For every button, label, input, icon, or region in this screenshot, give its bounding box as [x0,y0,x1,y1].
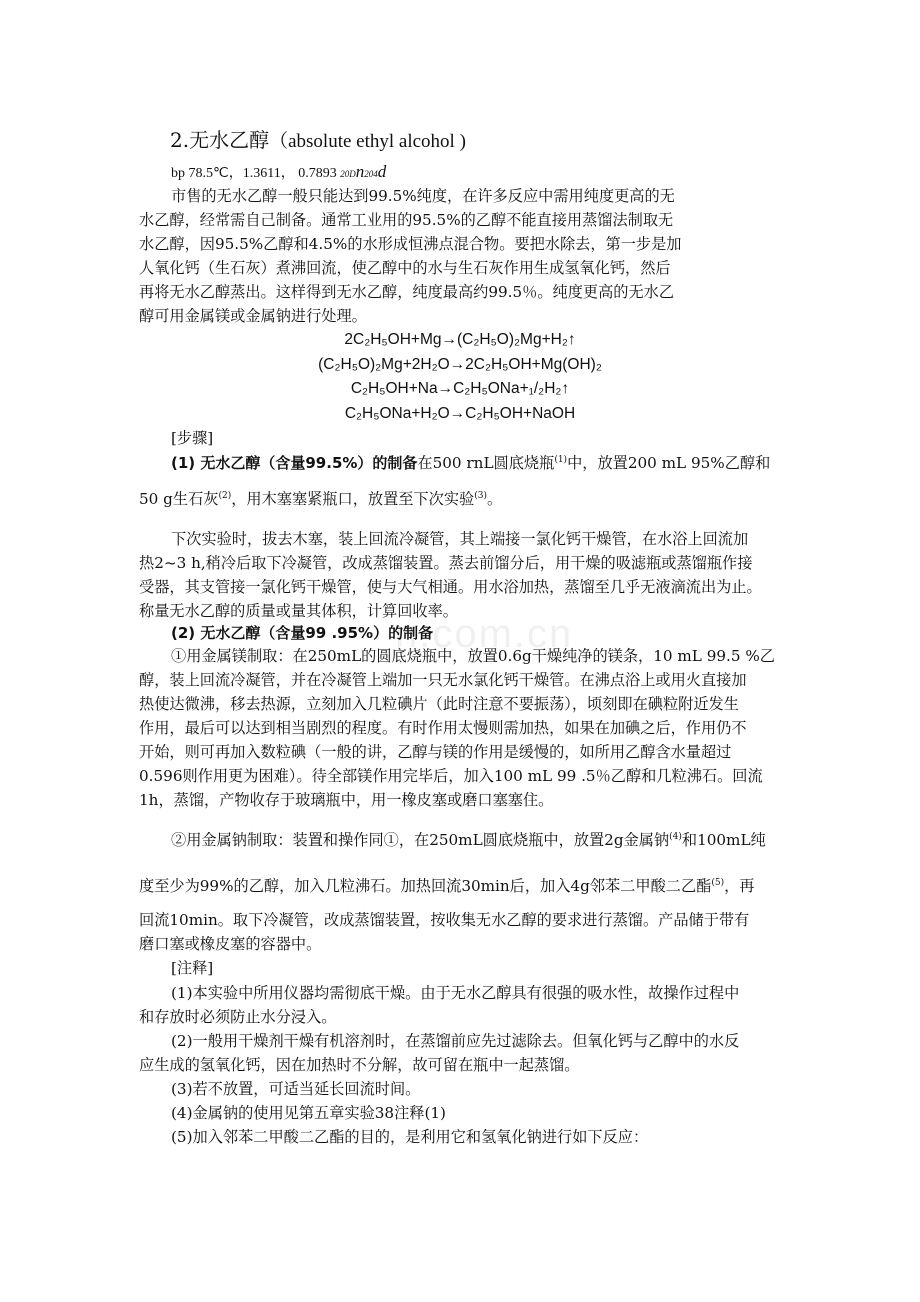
title-number: 2. [170,128,190,152]
equation: C₂H₅OH+Na→C₂H₅ONa+₁/₂H₂↑ [350,380,570,397]
step2-sodium-line: 回流10min。取下冷凝管，改成蒸馏装置，按收集无水乙醇的要求进行蒸馏。产品储于带有 [139,911,750,929]
note-line: (3)若不放置，可适当延长回流时间。 [171,1080,421,1098]
step2-para-line: 醇，装上回流冷凝管，并在冷凝管上端加一只无水氯化钙干燥管。在沸点浴上或用火直接加 [139,671,747,689]
title-zh: 无水乙醇 [189,128,270,152]
section-title [170,127,466,155]
step2-para-line: 1h，蒸馏，产物收存于玻璃瓶中，用一橡皮塞或磨口塞塞住。 [139,791,554,809]
step1-heading: (1) 无水乙醇（含量99.5%）的制备 [171,454,418,472]
intro-line: 水乙醇，因95.5%乙醇和4.5%的水形成恒沸点混合物。要把水除去，第一步是加 [139,235,682,253]
step2-sodium-line: ②用金属钠制取：装置和操作同①，在250mL圆底烧瓶中，放置2g金属钠$^{(4)}$和100mL纯 [171,831,766,849]
intro-line: 醇可用金属镁或金属钠进行处理。 [139,307,367,325]
step1-para-line: 受器，其支管接一氯化钙干燥管，使与大气相通。用水浴加热，蒸馏至几乎无液滴流出为止。 [139,578,762,596]
intro-line: 水乙醇，经常需自己制备。通常工业用的95.5%的乙醇不能直接用蒸馏法制取无 [139,211,674,229]
footnote-ref: (1) [554,454,568,465]
footnote-ref: (5) [711,877,725,888]
step2-para-line: 热使达微沸，移去热源，立刻加入几粒碘片（此时注意不要振荡），顷刻即在碘粒附近发生 [139,695,739,713]
footnote-ref: (2) [218,490,232,501]
step2-para-line: 作用，最后可以达到相当剧烈的程度。有时作用太慢则需加热，如果在加碘之后，作用仍不 [139,719,747,737]
note-line: (2)一般用干燥剂干燥有机溶剂时，在蒸馏前应先过滤除去。但氧化钙与乙醇中的水反 [171,1032,740,1050]
title-en: （absolute ethyl alcohol ) [269,131,466,152]
note-line: (1)本实验中所用仪器均需彻底干燥。由于无水乙醇具有很强的吸水性，故操作过程中 [171,984,740,1002]
equation: 2C₂H₅OH+Mg→(C₂H₅O)₂Mg+H₂↑ [344,331,576,348]
note-line: (4)金属钠的使用见第五章实验38注释(1) [171,1104,446,1122]
step2-para-line: 0.596则作用更为困难）。待全部镁作用完毕后，加入100 mL 99 .5％乙醇和几粒沸石。回流 [139,767,763,785]
footnote-ref: (4) [669,831,682,842]
intro-line: 再将无水乙醇蒸出。这样得到无水乙醇，纯度最高约99.5％。纯度更高的无水乙 [139,283,675,301]
intro-line: 人氧化钙（生石灰）煮沸回流，使乙醇中的水与生石灰作用生成氢氧化钙，然后 [139,259,671,277]
step1-line: (1) 无水乙醇（含量99.5%）的制备在500 rnL圆底烧瓶$^{(1)}$中，放置200 mL 95%乙醇和 [171,454,771,472]
step2-para-line: 开始，则可再加入数粒碘（一般的讲，乙醇与镁的作用是缓慢的，如所用乙醇含水量超过 [139,743,732,761]
physical-properties: bp 78.5℃，1.3611， 0.7893 20Dn204d [171,162,387,181]
note-line: (5)加入邻苯二甲酸二乙酯的目的，是利用它和氢氧化钠进行如下反应： [171,1128,649,1146]
step1-para-line: 称量无水乙醇的质量或量其体积，计算回收率。 [139,602,458,620]
step1-para-line: 热2~3 h,稍冷后取下冷凝管，改成蒸馏装置。蒸去前馏分后，用干燥的吸滤瓶或蒸馏瓶作接 [139,554,753,572]
step1-line: 50 g生石灰$^{(2)}$，用木塞塞紧瓶口，放置至下次实验$^{(3)}$。 [139,490,503,508]
intro-line: 市售的无水乙醇一般只能达到99.5%纯度，在许多反应中需用纯度更高的无 [171,187,675,205]
step2-sodium-line: 磨口塞或橡皮塞的容器中。 [139,935,322,953]
step2-para-line: ①用金属镁制取：在250mL的圆底烧瓶中，放置0.6g干燥纯净的镁条，10 mL 99.5 %乙 [171,647,775,665]
steps-heading: [步骤] [171,429,214,447]
watermark: n.com.cn [395,612,574,656]
footnote-ref: (3) [474,490,487,501]
note-line: 和存放时必须防止水分浸入。 [139,1008,337,1026]
equation: (C₂H₅O)₂Mg+2H₂O→2C₂H₅OH+Mg(OH)₂ [318,356,602,373]
equation: C₂H₅ONa+H₂O→C₂H₅OH+NaOH [344,405,576,422]
notes-heading: [注释] [171,959,214,977]
note-line: 应生成的氢氧化钙，因在加热时不分解，故可留在瓶中一起蒸馏。 [139,1056,580,1074]
step2-heading: (2) 无水乙醇（含量99 .95%）的制备 [171,624,434,642]
step2-sodium-line: 度至少为99%的乙醇，加入几粒沸石。加热回流30min后，加入4g邻苯二甲酸二乙酯$^{(5)}$，再 [139,877,755,895]
step1-para-line: 下次实验时，拔去木塞，装上回流冷凝管，其上端接一氯化钙干燥管，在水浴上回流加 [171,530,749,548]
